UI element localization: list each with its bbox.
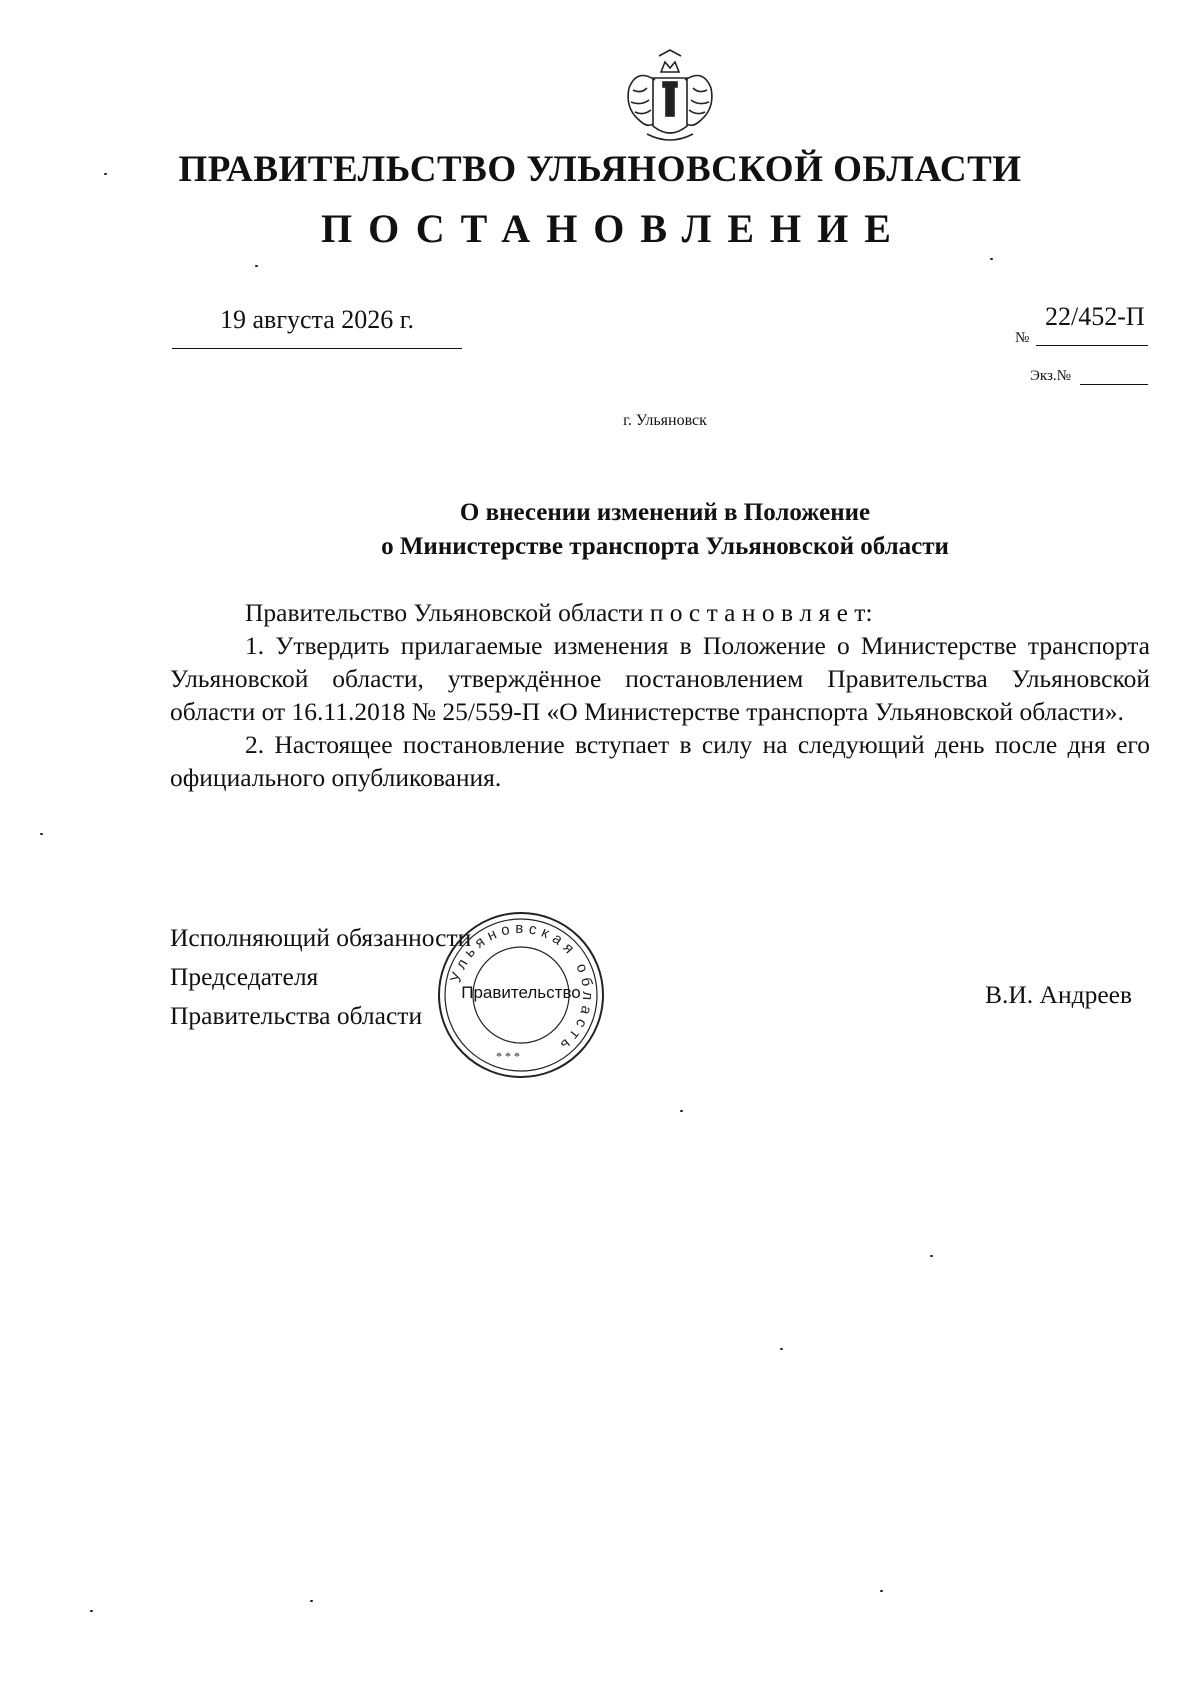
seal-ring-text: Ульяновская область [447, 919, 597, 1057]
scan-speck [680, 1110, 683, 1112]
decree-number: 22/452-П [1045, 302, 1145, 331]
decree-date: 19 августа 2026 г. [220, 305, 414, 334]
scan-speck [930, 1255, 933, 1257]
scan-speck [255, 265, 258, 267]
signatory-name: В.И. Андреев [985, 980, 1133, 1009]
signatory-line-3: Правительства области [170, 1001, 423, 1030]
copy-number-label: Экз.№ [1030, 368, 1071, 384]
number-label: № [1015, 330, 1030, 346]
number-underline [1036, 345, 1148, 346]
scan-speck [880, 1590, 883, 1592]
signatory-line-2: Председателя [170, 962, 319, 991]
scan-speck [104, 173, 107, 175]
copy-number-underline [1080, 384, 1148, 385]
decree-body [170, 596, 1150, 794]
scan-speck [40, 833, 43, 835]
government-title: ПРАВИТЕЛЬСТВО УЛЬЯНОВСКОЙ ОБЛАСТИ [178, 149, 1022, 190]
scan-speck [780, 1348, 783, 1350]
item-1: 1. Утвердить прилагаемые изменения в Положение о Министерстве транспорта Ульяновской области, утверждённое постановлением Правительства Ульяновской области от 16.11.2018 № 25/559-П «О Министерстве транспорта Ульяновской области». [170, 631, 1150, 726]
scan-speck [90, 1610, 93, 1612]
scan-speck [990, 258, 993, 260]
date-underline [172, 348, 462, 349]
seal-center-text: Правительство [461, 983, 581, 1002]
coat-of-arms-icon [617, 48, 723, 148]
signatory-position [170, 918, 471, 1035]
decree-subject [0, 496, 1200, 564]
subject-line-1: О внесении изменений в Положение [459, 499, 871, 526]
signatory-line-1: Исполняющий обязанности [170, 923, 472, 952]
subject-line-2: о Министерстве транспорта Ульяновской области [381, 533, 949, 560]
preamble: Правительство Ульяновской области п о с т а н о в л я е т: [245, 598, 873, 627]
svg-text:* * *: * * * [496, 1049, 520, 1063]
city: г. Ульяновск [623, 412, 707, 429]
scan-speck [310, 1600, 313, 1602]
item-2: 2. Настоящее постановление вступает в силу на следующий день после дня его официального опубликования. [170, 730, 1150, 792]
document-type-title: ПОСТАНОВЛЕНИЕ [321, 206, 907, 251]
